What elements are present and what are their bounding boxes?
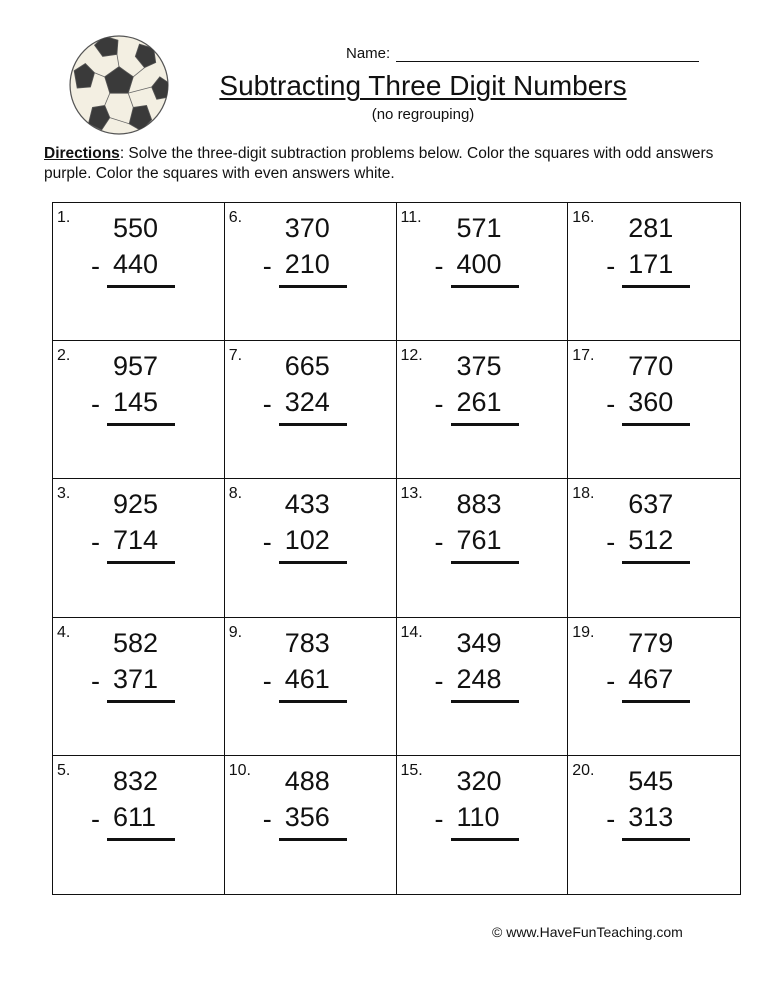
minuend: 488 xyxy=(284,765,330,796)
soccer-ball-icon xyxy=(68,34,170,136)
problem-cell[interactable] xyxy=(53,756,225,894)
subtrahend: 467 xyxy=(628,663,674,694)
minuend: 550 xyxy=(113,213,159,243)
answer-line xyxy=(279,838,347,841)
subtrahend: 261 xyxy=(456,387,502,418)
subtrahend: 371 xyxy=(113,663,159,694)
minuend: 349 xyxy=(456,627,502,658)
minus-sign: - xyxy=(262,665,272,696)
subtrahend: 145 xyxy=(113,387,159,418)
minuend: 883 xyxy=(456,489,502,520)
problem-number: 18. xyxy=(572,485,595,503)
directions xyxy=(44,144,734,184)
minus-sign: - xyxy=(606,527,616,558)
problem-cell[interactable] xyxy=(225,341,397,479)
minuend: 375 xyxy=(456,351,502,382)
problem-number: 11. xyxy=(400,209,422,226)
answer-line xyxy=(451,285,519,288)
problem-cell[interactable] xyxy=(568,479,740,617)
name-label: Name: xyxy=(346,45,391,62)
answer-line xyxy=(107,285,175,288)
problem-number: 8. xyxy=(228,485,243,503)
subtrahend: 400 xyxy=(456,249,502,279)
problem-number: 3. xyxy=(57,485,71,503)
subtrahend: 313 xyxy=(628,801,674,832)
answer-line xyxy=(107,838,175,841)
answer-line xyxy=(451,838,519,841)
minuend: 281 xyxy=(628,213,674,243)
minus-sign: - xyxy=(91,527,100,558)
minuend: 637 xyxy=(628,489,674,520)
answer-line xyxy=(622,700,690,703)
problem-number: 16. xyxy=(572,209,595,226)
problem-number: 10. xyxy=(228,761,251,779)
minuend: 957 xyxy=(113,351,159,382)
minus-sign: - xyxy=(434,527,444,558)
problem-cell[interactable] xyxy=(397,341,569,479)
problem-number: 13. xyxy=(400,485,423,503)
subtrahend: 512 xyxy=(628,525,674,556)
problem-cell[interactable] xyxy=(53,203,225,341)
minus-sign: - xyxy=(91,389,100,420)
problem-cell[interactable] xyxy=(397,618,569,756)
subtrahend: 248 xyxy=(456,663,502,694)
name-row xyxy=(346,45,699,62)
answer-line xyxy=(107,423,175,426)
minus-sign: - xyxy=(91,251,100,281)
copyright-footer: © www.HaveFunTeaching.com xyxy=(492,924,683,940)
subtrahend: 611 xyxy=(113,801,157,832)
minus-sign: - xyxy=(262,251,272,281)
minus-sign: - xyxy=(262,803,272,834)
minus-sign: - xyxy=(262,389,272,420)
minus-sign: - xyxy=(434,251,444,281)
answer-line xyxy=(451,700,519,703)
minus-sign: - xyxy=(262,527,272,558)
problem-number: 1. xyxy=(57,209,71,226)
minus-sign: - xyxy=(434,803,444,834)
subtrahend: 171 xyxy=(628,249,674,279)
minuend: 665 xyxy=(284,351,330,382)
problem-cell[interactable] xyxy=(225,756,397,894)
subtrahend: 761 xyxy=(456,525,502,556)
minuend: 770 xyxy=(628,351,674,382)
problem-number: 4. xyxy=(57,623,71,641)
problem-number: 17. xyxy=(572,347,595,365)
answer-line xyxy=(451,561,519,564)
problem-cell[interactable] xyxy=(568,203,740,341)
answer-line xyxy=(279,561,347,564)
minus-sign: - xyxy=(91,803,100,834)
subtrahend: 714 xyxy=(113,525,159,556)
minuend: 783 xyxy=(284,627,330,658)
minuend: 433 xyxy=(284,489,330,520)
answer-line xyxy=(622,561,690,564)
minus-sign: - xyxy=(91,665,100,696)
minus-sign: - xyxy=(606,665,616,696)
minuend: 832 xyxy=(113,765,159,796)
minuend: 925 xyxy=(113,489,159,520)
page-subtitle: (no regrouping) xyxy=(371,106,475,123)
problem-number: 12. xyxy=(400,347,423,365)
problem-cell[interactable] xyxy=(225,618,397,756)
answer-line xyxy=(622,423,690,426)
directions-label: Directions xyxy=(44,145,120,162)
problem-cell[interactable] xyxy=(568,756,740,894)
problem-cell[interactable] xyxy=(225,479,397,617)
problem-cell[interactable] xyxy=(53,618,225,756)
answer-line xyxy=(107,700,175,703)
minuend: 370 xyxy=(284,213,330,243)
answer-line xyxy=(451,423,519,426)
problem-number: 6. xyxy=(228,209,243,226)
subtrahend: 440 xyxy=(113,249,159,279)
minuend: 582 xyxy=(113,627,159,658)
problem-cell[interactable] xyxy=(568,618,740,756)
minus-sign: - xyxy=(434,389,444,420)
problem-number: 5. xyxy=(57,761,71,779)
problem-cell[interactable] xyxy=(397,756,569,894)
problem-cell[interactable] xyxy=(568,341,740,479)
problem-cell[interactable] xyxy=(53,479,225,617)
answer-line xyxy=(279,285,347,288)
directions-text: : Solve the three-digit subtraction problems below. Color the squares with odd answers purple. Color the squares with even answers white. xyxy=(44,145,714,182)
problem-cell[interactable] xyxy=(53,341,225,479)
subtrahend: 324 xyxy=(284,387,330,418)
problem-number: 9. xyxy=(228,623,243,641)
minuend: 571 xyxy=(456,213,502,243)
minus-sign: - xyxy=(606,803,616,834)
problem-number: 2. xyxy=(57,347,71,365)
answer-line xyxy=(279,700,347,703)
problem-cell[interactable] xyxy=(225,203,397,341)
answer-line xyxy=(622,285,690,288)
minuend: 545 xyxy=(628,765,674,796)
minus-sign: - xyxy=(434,665,444,696)
problem-number: 7. xyxy=(228,347,243,365)
answer-line xyxy=(622,838,690,841)
problem-grid xyxy=(52,202,741,895)
page-title: Subtracting Three Digit Numbers xyxy=(219,70,627,101)
subtrahend: 110 xyxy=(456,801,500,832)
answer-line xyxy=(279,423,347,426)
subtrahend: 210 xyxy=(284,249,330,279)
minuend: 320 xyxy=(456,765,502,796)
problem-number: 20. xyxy=(572,761,595,779)
subtrahend: 102 xyxy=(284,525,330,556)
minus-sign: - xyxy=(606,389,616,420)
minus-sign: - xyxy=(606,251,616,281)
subtrahend: 360 xyxy=(628,387,674,418)
subtrahend: 461 xyxy=(284,663,330,694)
name-field[interactable] xyxy=(396,47,699,62)
subtrahend: 356 xyxy=(284,801,330,832)
problem-number: 15. xyxy=(400,761,423,779)
minuend: 779 xyxy=(628,627,674,658)
answer-line xyxy=(107,561,175,564)
problem-cell[interactable] xyxy=(397,479,569,617)
problem-number: 19. xyxy=(572,623,595,641)
problem-number: 14. xyxy=(400,623,423,641)
problem-cell[interactable] xyxy=(397,203,569,341)
